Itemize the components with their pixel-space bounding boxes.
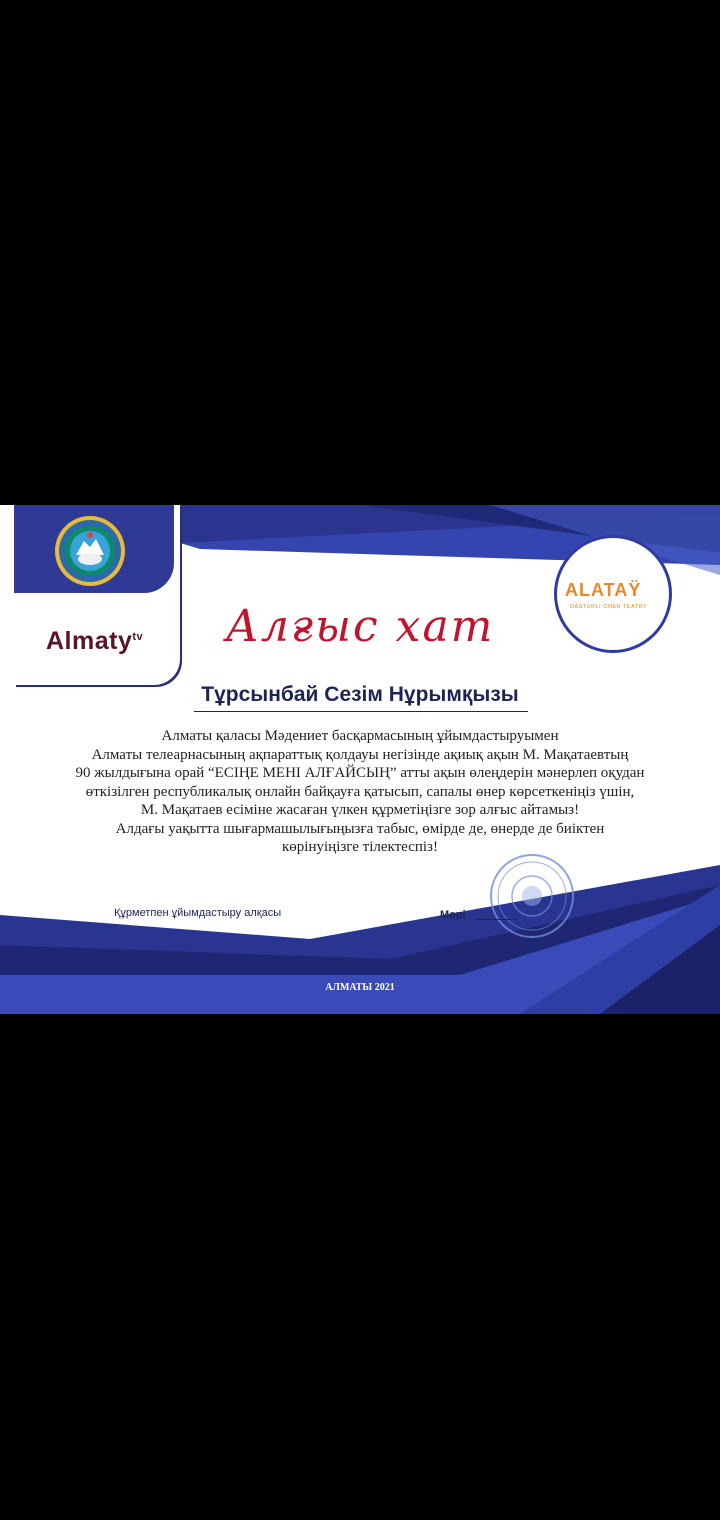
recipient-name: Тұрсынбай Сезім Нұрымқызы [201,683,519,706]
body-line: М. Мақатаев есіміне жасаған үлкен құрметіңізге зор алғыс айтамыз! [140,802,580,818]
body-line: өткізілген республикалық онлайн байқауға қатысып, сапалы өнер көрсеткеніңіз үшін, [85,783,635,800]
almaty-city-emblem-icon [54,515,126,587]
body-line: 90 жылдығына орай “ЕСІҢЕ МЕНІ АЛҒАЙСЫҢ” атты ақын өлеңдерін мәнерлеп оқудан [75,765,645,781]
alatau-logo-word: ALATAŸ [565,580,642,600]
body-line: Алматы телеарнасының ақпараттық қолдауы негізінде ақиық ақын М. Мақатаевтың [91,746,629,763]
emblem-panel [14,505,174,593]
body-line: көрінуіңізге тілектеспіз! [282,839,438,855]
certificate-body [30,727,690,857]
almaty-tv-logo-suffix: tv [132,631,144,643]
seal-label: Мөрі [440,909,466,921]
almaty-tv-logo-word: Almaty [46,627,133,655]
organizing-committee-signature: Құрметпен ұйымдастыру алқасы [114,907,282,919]
official-seal-icon [489,853,575,939]
city-year: АЛМАТЫ 2021 [325,982,395,993]
almaty-logo-card [14,505,180,685]
seal-line [476,919,516,920]
alatau-logo-subtitle: DÁSTÚRLI ÓNER TEATRY [570,604,648,610]
certificate [0,505,720,1014]
body-line: Алдағы уақытта шығармашылығыңызға табыс, өмірде де, өнерде де биіктен [115,820,605,837]
certificate-title: Алғыс хат [225,601,495,652]
recipient-underline [194,711,528,712]
body-line: Алматы қаласы Мәдениет басқармасының ұйымдастыруымен [161,728,559,744]
